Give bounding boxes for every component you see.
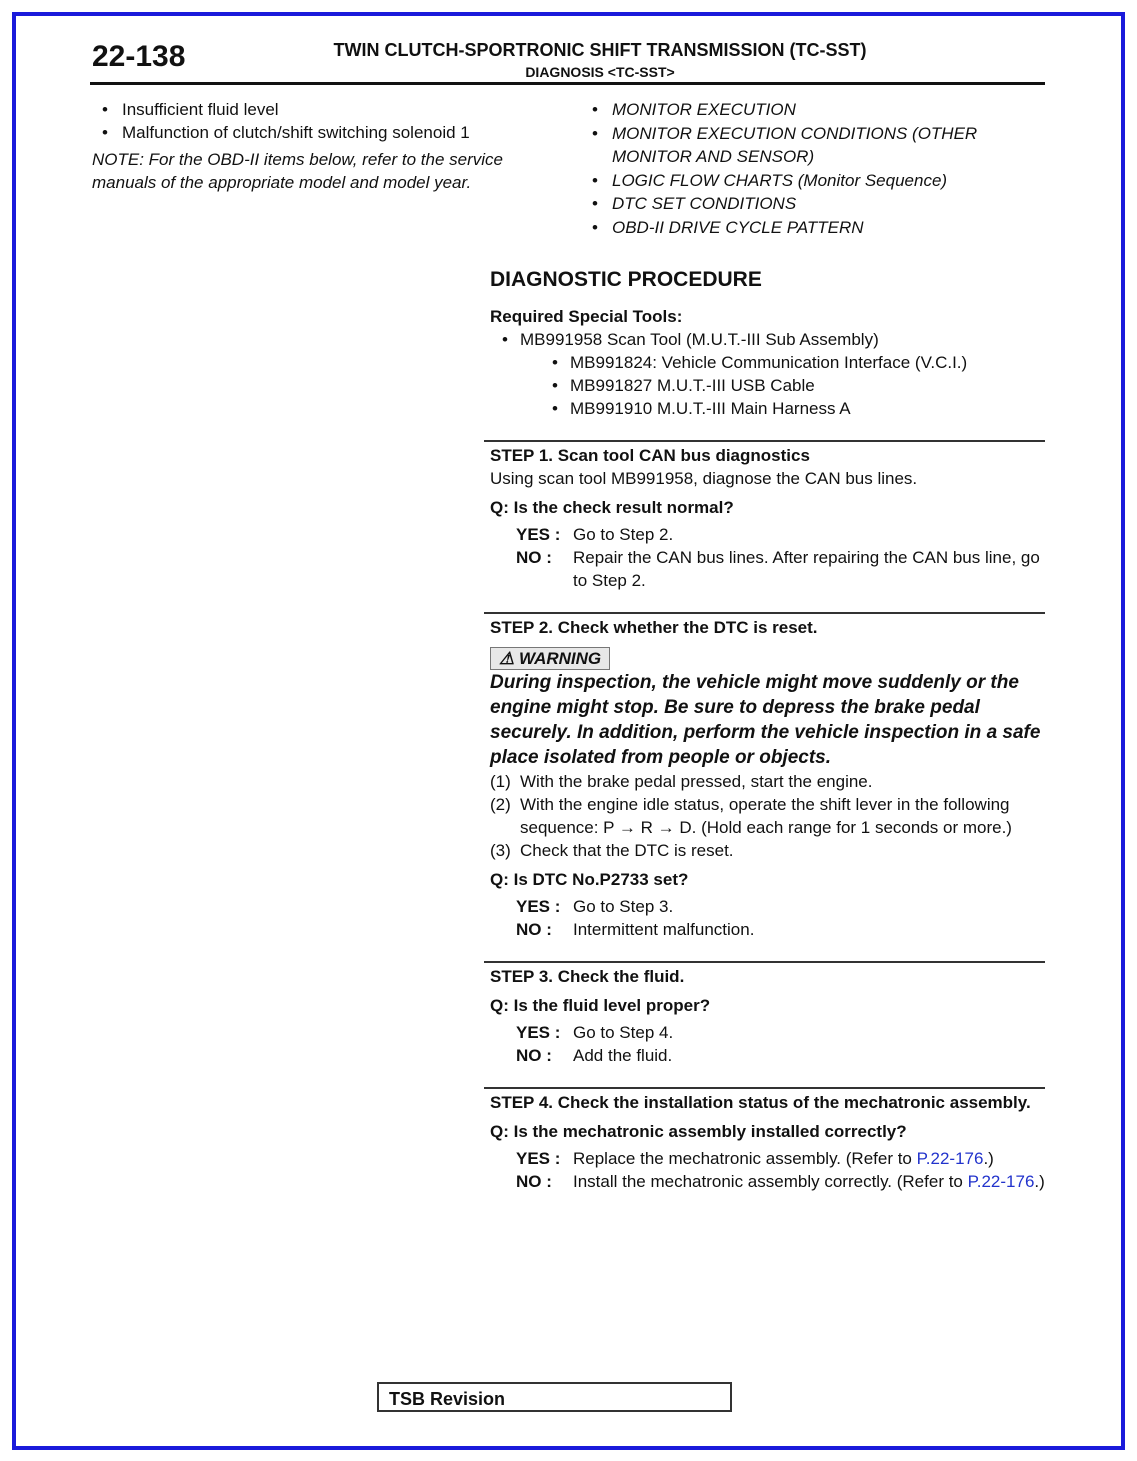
step-3 — [484, 961, 1045, 1067]
step-question: Q: Is the check result normal? — [490, 498, 734, 517]
header-subtitle: DIAGNOSIS <TC-SST> — [525, 64, 675, 80]
answer-yes — [516, 1147, 1045, 1170]
tools-list — [490, 328, 1045, 420]
list-item: • Insufficient fluid level — [92, 98, 552, 121]
step-title: STEP 3. Check the fluid. — [490, 967, 685, 986]
no-text-post: .) — [1034, 1172, 1045, 1191]
answer-yes — [516, 895, 1045, 918]
answer-no — [516, 546, 1045, 592]
answer-no — [516, 918, 1045, 941]
reference-link[interactable]: P.22-176 — [967, 1172, 1035, 1191]
procedure-text: With the brake pedal pressed, start the engine. — [520, 772, 873, 791]
list-item: • DTC SET CONDITIONS — [592, 192, 1052, 216]
step-question: Q: Is the fluid level proper? — [490, 996, 711, 1015]
answer-yes — [516, 523, 1045, 546]
yes-text-post: .) — [983, 1149, 994, 1168]
tools-heading: Required Special Tools: — [490, 307, 683, 326]
step-1 — [484, 440, 1045, 592]
yes-label: YES : — [516, 897, 561, 916]
no-label: NO : — [516, 1172, 552, 1191]
no-label: NO : — [516, 1046, 552, 1065]
procedure-step — [490, 793, 1045, 839]
no-text: Repair the CAN bus lines. After repairing the CAN bus line, go to Step 2. — [573, 548, 1040, 590]
step-question: Q: Is DTC No.P2733 set? — [490, 870, 689, 889]
yes-text-pre: Replace the mechatronic assembly. (Refer to — [573, 1149, 917, 1168]
step-title: STEP 2. Check whether the DTC is reset. — [490, 618, 818, 637]
left-column — [92, 98, 552, 194]
step-2 — [484, 612, 1045, 941]
list-item: • MONITOR EXECUTION CONDITIONS (OTHER MONITOR AND SENSOR) — [592, 122, 1052, 169]
list-item: • Malfunction of clutch/shift switching solenoid 1 — [92, 121, 552, 144]
note-text: NOTE: For the OBD-II items below, refer to the service manuals of the appropriate model and model year. — [92, 150, 503, 192]
answer-no — [516, 1170, 1045, 1193]
header-title: TWIN CLUTCH-SPORTRONIC SHIFT TRANSMISSION (TC-SST) — [333, 40, 867, 60]
obd-items-list — [592, 98, 1052, 239]
yes-label: YES : — [516, 525, 561, 544]
step-4 — [484, 1087, 1045, 1193]
step-title: STEP 4. Check the installation status of the mechatronic assembly. — [490, 1093, 1031, 1112]
yes-text: Go to Step 2. — [573, 525, 674, 544]
list-item: • MONITOR EXECUTION — [592, 98, 1052, 122]
procedure-number: (2) — [490, 795, 511, 814]
procedure-title: DIAGNOSTIC PROCEDURE — [490, 268, 762, 291]
list-item: • MB991910 M.U.T.-III Main Harness A — [552, 397, 1045, 420]
yes-text: Go to Step 4. — [573, 1023, 674, 1042]
procedure-step — [490, 770, 1045, 793]
answer-no — [516, 1044, 1045, 1067]
yes-text: Go to Step 3. — [573, 897, 674, 916]
no-text: Add the fluid. — [573, 1046, 673, 1065]
header-rule — [90, 82, 1045, 85]
reference-link[interactable]: P.22-176 — [916, 1149, 984, 1168]
yes-text — [573, 1147, 1045, 1170]
no-text: Intermittent malfunction. — [573, 920, 755, 939]
step-text: Using scan tool MB991958, diagnose the CAN bus lines. — [490, 469, 918, 488]
no-label: NO : — [516, 920, 552, 939]
page-number: 22-138 — [92, 40, 186, 73]
list-item — [502, 328, 1045, 420]
list-item: • OBD-II DRIVE CYCLE PATTERN — [592, 216, 1052, 240]
yes-label: YES : — [516, 1023, 561, 1042]
step-question: Q: Is the mechatronic assembly installed correctly? — [490, 1122, 907, 1141]
tool-main: MB991958 Scan Tool (M.U.T.-III Sub Assembly) — [520, 330, 879, 349]
answer-yes — [516, 1021, 1045, 1044]
no-text — [573, 1170, 1045, 1193]
diagnostic-procedure — [490, 268, 1045, 1193]
no-text-pre: Install the mechatronic assembly correctly. (Refer to — [573, 1172, 968, 1191]
yes-label: YES : — [516, 1149, 561, 1168]
procedure-number: (1) — [490, 772, 511, 791]
list-item: • MB991824: Vehicle Communication Interface (V.C.I.) — [552, 351, 1045, 374]
procedure-text: Check that the DTC is reset. — [520, 841, 734, 860]
list-item: • MB991827 M.U.T.-III USB Cable — [552, 374, 1045, 397]
warning-badge: ⚠ WARNING — [490, 647, 610, 670]
warning-text: During inspection, the vehicle might move suddenly or the engine might stop. Be sure to depress the brake pedal securely. In addition, perform the vehicle inspection in a safe place isolated from people or objects. — [490, 672, 1041, 768]
procedure-step — [490, 839, 1045, 862]
step-title: STEP 1. Scan tool CAN bus diagnostics — [490, 446, 810, 465]
no-label: NO : — [516, 548, 552, 567]
procedure-text: With the engine idle status, operate the shift lever in the following sequence: P → R → D. (Hold each range for 1 seconds or more.) — [520, 795, 1012, 837]
tsb-revision-box: TSB Revision — [377, 1382, 732, 1412]
procedure-number: (3) — [490, 841, 511, 860]
list-item: • LOGIC FLOW CHARTS (Monitor Sequence) — [592, 169, 1052, 193]
